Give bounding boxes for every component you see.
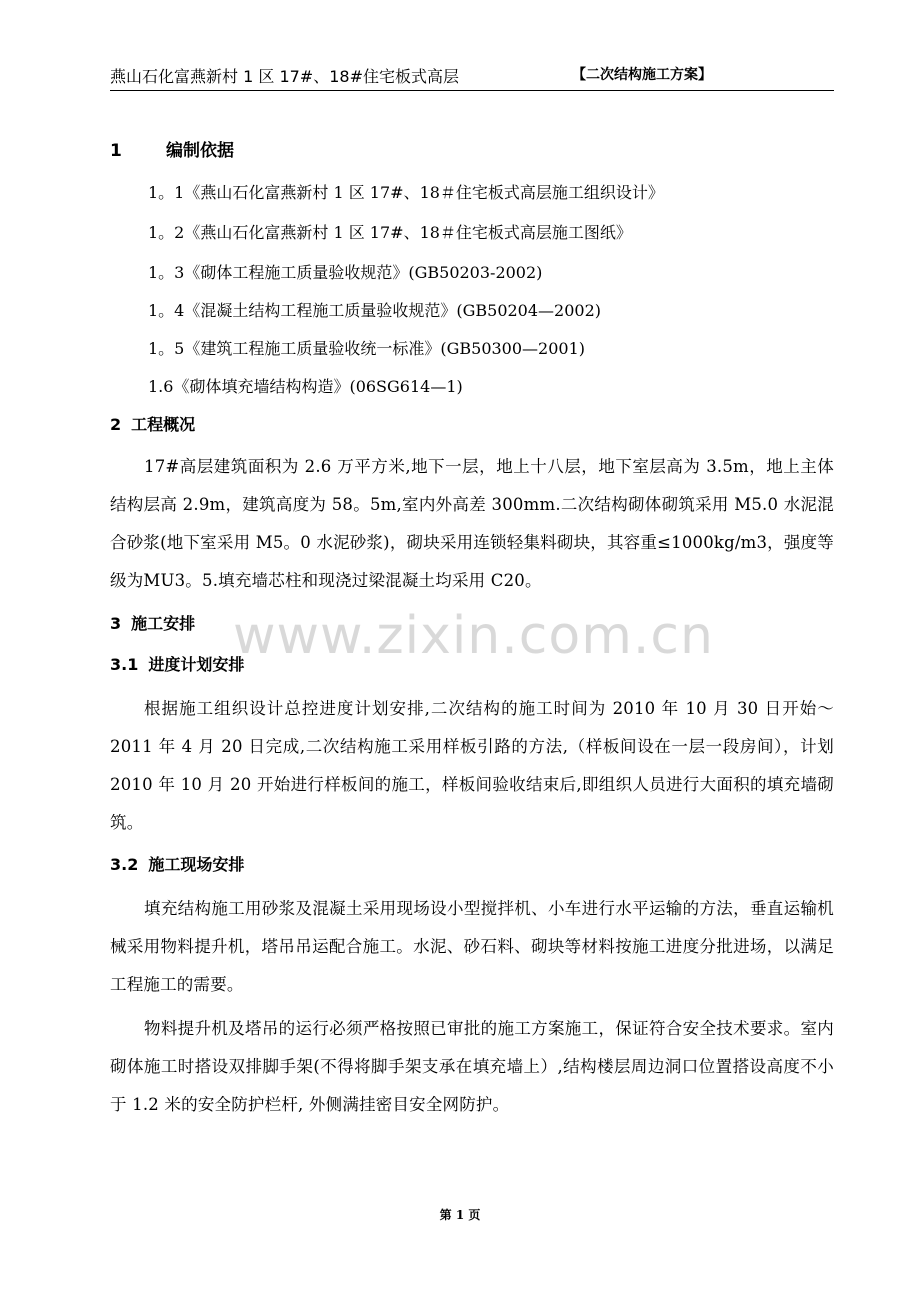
watermark: www.zixin.com.cn (233, 606, 714, 666)
section-3-2-heading (110, 852, 244, 875)
reference-item: 1.6《砌体填充墙结构构造》(06SG614—1) (148, 377, 463, 396)
page-number: 第 1 页 (439, 1208, 481, 1222)
reference-item: 1。1《燕山石化富燕新村 1 区 17#、18＃住宅板式高层施工组织设计》 (148, 183, 664, 202)
header-project-title: 燕山石化富燕新村 1 区 17#、18#住宅板式高层 (110, 67, 459, 86)
reference-item: 1。2《燕山石化富燕新村 1 区 17#、18＃住宅板式高层施工图纸》 (148, 223, 632, 242)
schedule-paragraph: 根据施工组织设计总控进度计划安排,二次结构的施工时间为 2010 年 10 月 30 日开始～2011 年 4 月 20 日完成,二次结构施工采用样板引路的方法,（样板间设在一层一段房间），计划 2010 年 10 月 20 开始进行样板间的施工，样板间验收结束后,即组织人员进行大面积的填充墙砌筑。 (110, 699, 834, 832)
section-title: 工程概况 (131, 415, 196, 434)
section-title: 施工现场安排 (148, 855, 245, 874)
section-1-heading (110, 136, 234, 161)
section-title: 编制依据 (166, 141, 234, 161)
reference-item: 1。4《混凝土结构工程施工质量验收规范》(GB50204—2002) (148, 301, 602, 320)
site-arrangement-paragraph: 填充结构施工用砂浆及混凝土采用现场设小型搅拌机、小车进行水平运输的方法，垂直运输机械采用物料提升机，塔吊吊运配合施工。水泥、砂石料、砌块等材料按施工进度分批进场，以满足工程施工的需要。 (110, 899, 834, 994)
reference-item: 1。5《建筑工程施工质量验收统一标准》(GB50300—2001) (148, 339, 586, 358)
header-doc-title: 【二次结构施工方案】 (572, 67, 712, 83)
safety-paragraph: 物料提升机及塔吊的运行必须严格按照已审批的施工方案施工，保证符合安全技术要求。室内砌体施工时搭设双排脚手架(不得将脚手架支承在填充墙上）,结构楼层周边洞口位置搭设高度不小于 1.2 米的安全防护栏杆, 外侧满挂密目安全网防护。 (110, 1019, 834, 1114)
section-number: 2 (110, 415, 122, 434)
reference-item: 1。3《砌体工程施工质量验收规范》(GB50203-2002) (148, 263, 543, 282)
project-overview-paragraph: 17#高层建筑面积为 2.6 万平方米,地下一层，地上十八层，地下室层高为 3.5m，地上主体结构层高 2.9m，建筑高度为 58。5m,室内外高差 300mm.二次结构砌体砌筑采用 M5.0 水泥混合砂浆(地下室采用 M5。0 水泥砂浆)，砌块采用连锁轻集料砌块，其容重≤1000kg/m3，强度等级为MU3。5.填充墙芯柱和现浇过梁混凝土均采用 C20。 (110, 457, 834, 590)
section-number: 3.1 (110, 655, 139, 674)
section-title: 进度计划安排 (148, 655, 245, 674)
section-title: 施工安排 (131, 614, 196, 633)
page-header (110, 62, 834, 91)
section-3-heading (110, 611, 195, 634)
section-number: 3.2 (110, 855, 139, 874)
section-number: 1 (110, 141, 122, 161)
section-3-1-heading (110, 652, 244, 675)
section-2-heading (110, 412, 195, 435)
section-number: 3 (110, 614, 122, 633)
